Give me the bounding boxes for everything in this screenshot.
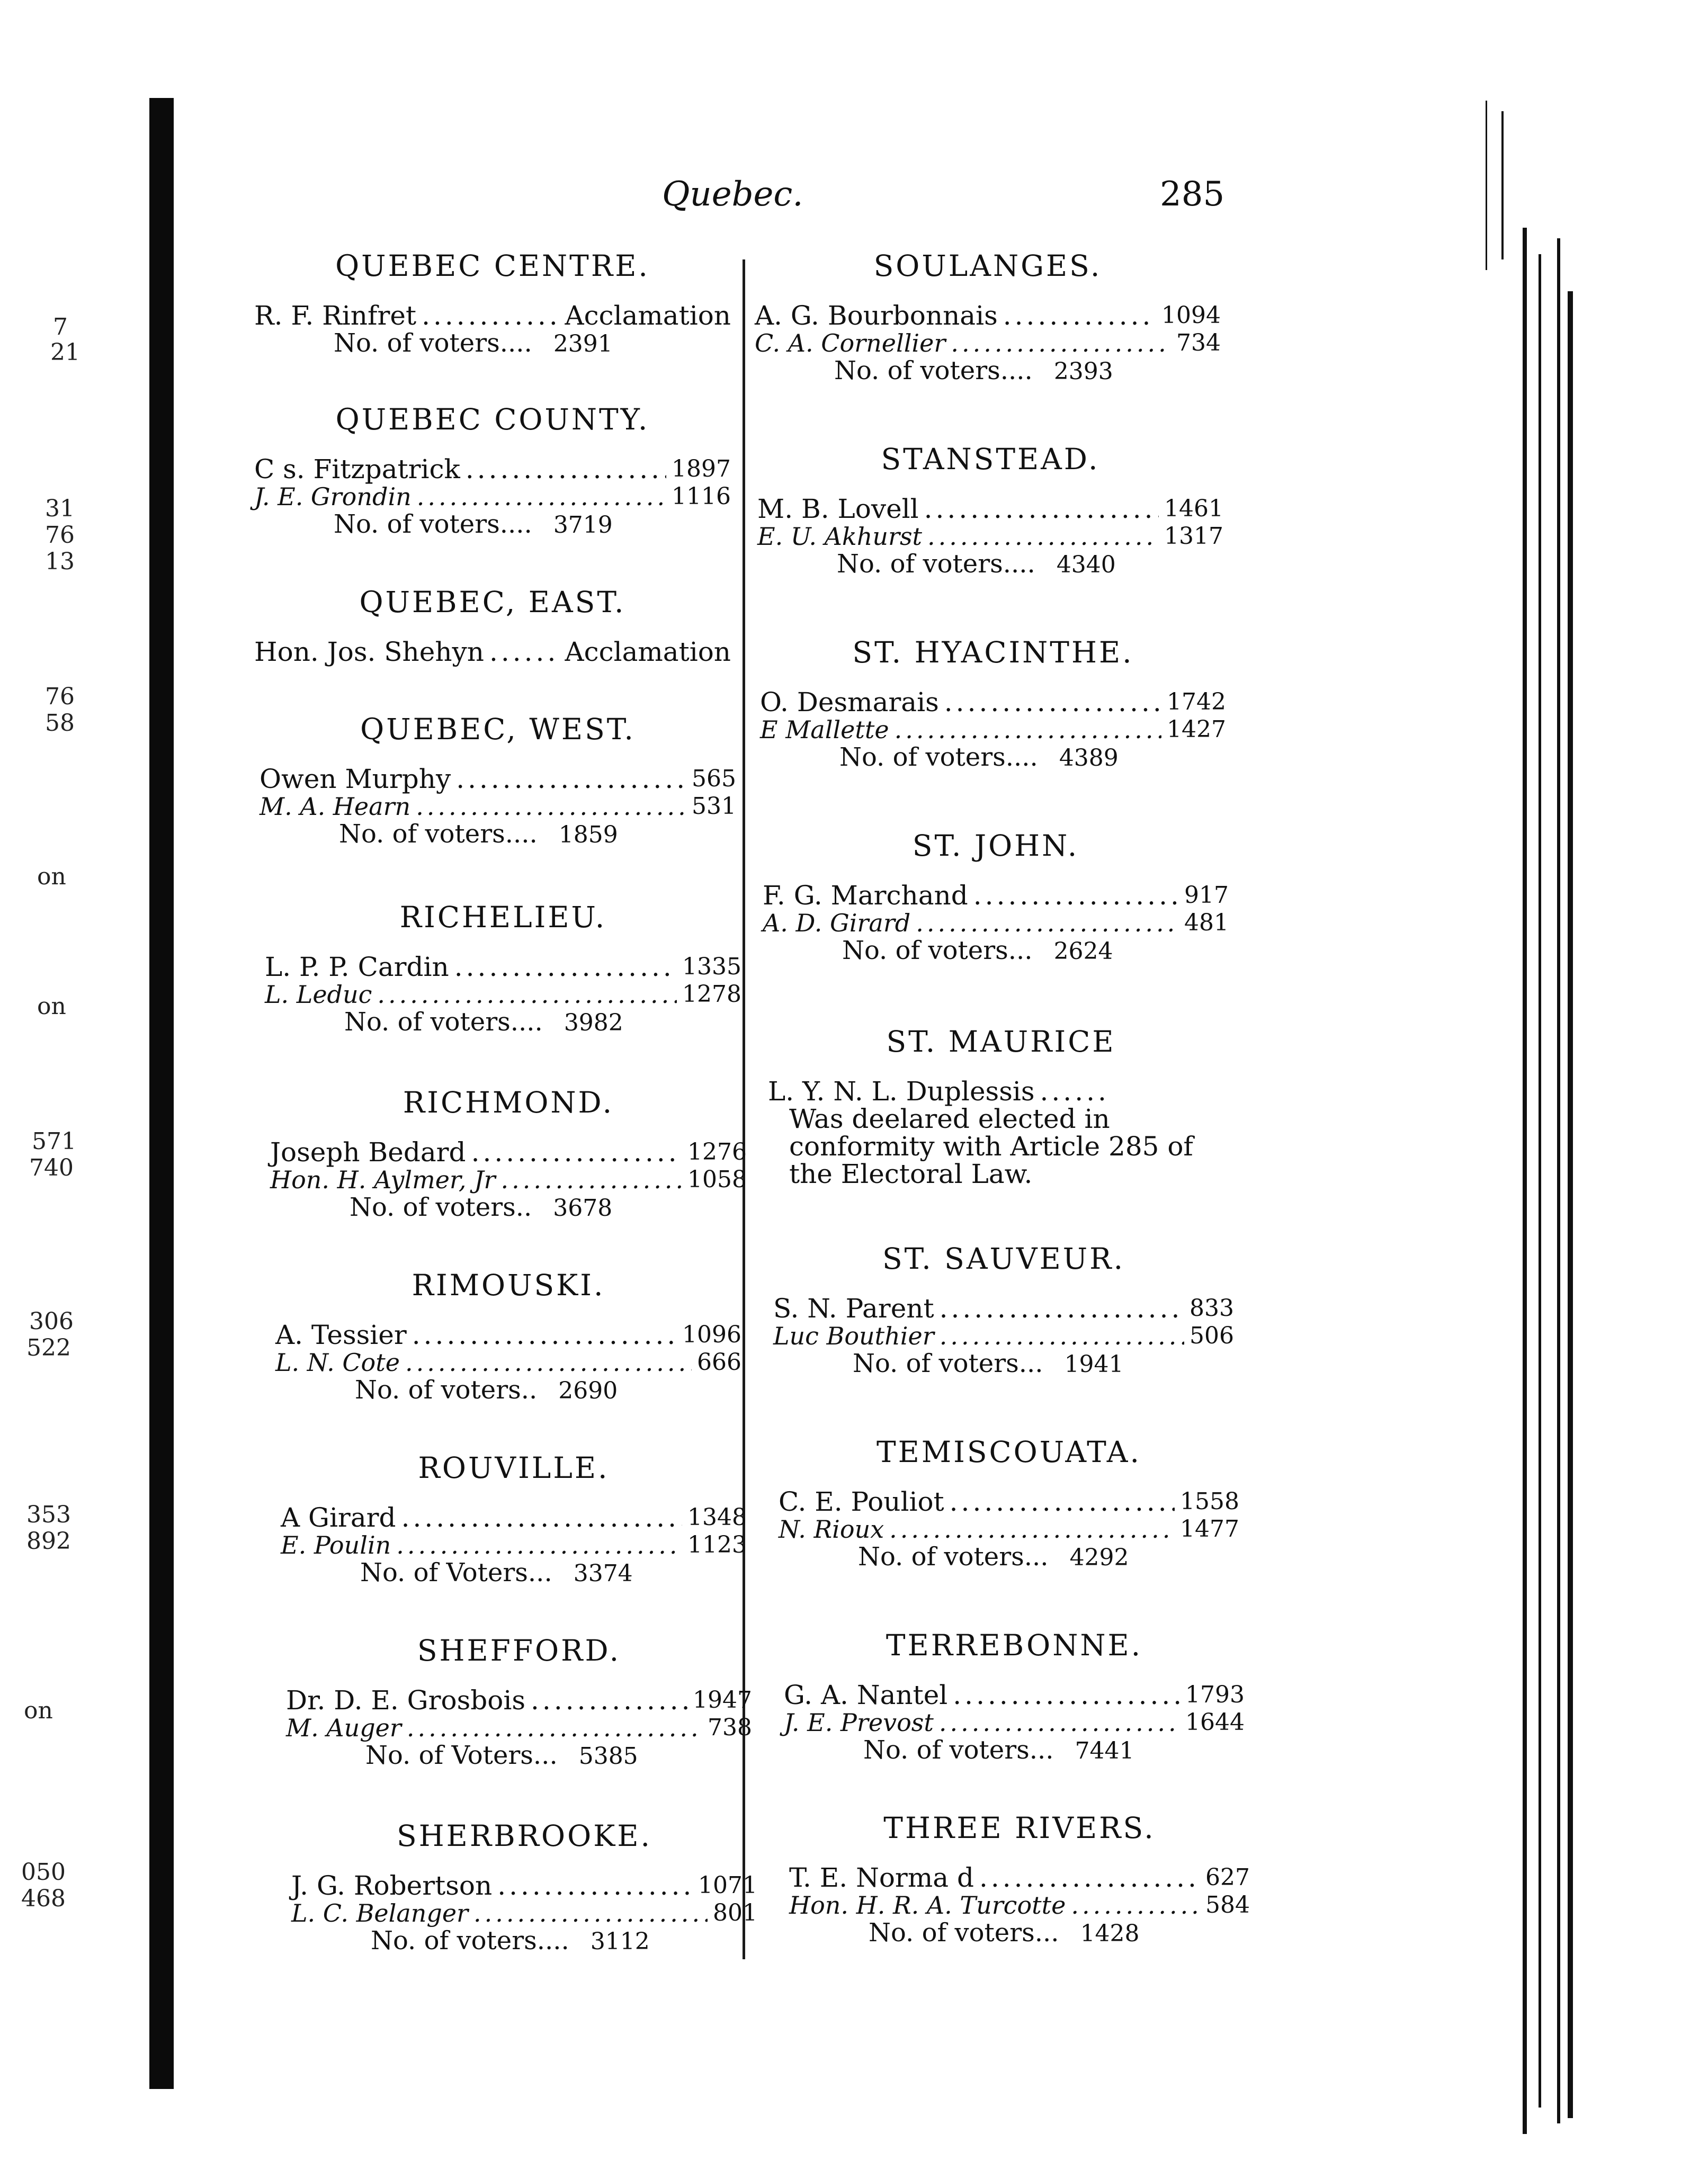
district-name: RICHELIEU. — [399, 900, 607, 934]
voters-label: No. of voters.. — [350, 1192, 532, 1222]
winner-votes: 1335 — [682, 953, 741, 980]
leader-dots — [953, 1681, 1180, 1709]
margin-fragment: 76 — [45, 522, 75, 549]
voters-row — [265, 1008, 741, 1037]
loser-votes: 1644 — [1185, 1709, 1245, 1736]
loser-votes: 734 — [1176, 329, 1221, 356]
winner-name: A Girard — [281, 1502, 396, 1533]
district-soulanges — [755, 249, 1221, 385]
leader-dots — [1003, 302, 1156, 329]
district-name: QUEBEC COUNTY. — [335, 402, 650, 436]
loser-votes: 1116 — [672, 483, 731, 510]
district-rimouski — [275, 1268, 741, 1405]
winner-row — [260, 765, 736, 793]
winner-name: F. G. Marchand — [763, 880, 968, 911]
voters-count: 4389 — [1059, 745, 1119, 772]
district-rouville — [281, 1451, 747, 1588]
leader-dots — [940, 1322, 1184, 1350]
voters-label: No. of voters... — [853, 1349, 1043, 1378]
leader-dots — [412, 1321, 677, 1349]
district-name: TERREBONNE. — [886, 1628, 1143, 1662]
loser-row — [275, 1349, 741, 1376]
loser-row — [265, 981, 741, 1008]
voters-row — [275, 1376, 741, 1405]
winner-name: M. B. Lovell — [757, 494, 919, 524]
district-richmond — [270, 1086, 747, 1222]
winner-name: C. E. Pouliot — [779, 1486, 944, 1517]
voters-row — [286, 1742, 752, 1770]
margin-fragment: 58 — [45, 710, 75, 737]
voters-label: No. of voters.... — [839, 742, 1038, 772]
leader-dots — [939, 1709, 1180, 1736]
loser-votes: 1058 — [687, 1166, 747, 1193]
winner-name: Joseph Bedard — [270, 1137, 466, 1168]
winner-votes: 1793 — [1185, 1681, 1245, 1708]
leader-dots — [401, 1504, 682, 1531]
margin-fragment: on — [37, 993, 66, 1020]
loser-name: M. Auger — [286, 1714, 401, 1742]
winner-row — [265, 953, 741, 981]
winner-name: Hon. Jos. Shehyn — [254, 636, 484, 667]
voters-row — [254, 510, 731, 539]
district-quebec-east — [254, 585, 731, 666]
winner-votes: 1461 — [1164, 495, 1223, 522]
loser-votes: 584 — [1205, 1891, 1250, 1918]
loser-name: A. D. Girard — [763, 909, 911, 937]
district-quebec-west — [260, 712, 736, 849]
district-stanstead — [757, 442, 1223, 579]
winner-row — [254, 638, 731, 666]
voters-label: No. of voters.... — [834, 356, 1033, 385]
voters-label: No. of voters... — [863, 1735, 1054, 1765]
leader-dots — [422, 302, 559, 329]
winner-row — [773, 1295, 1234, 1322]
winner-row — [270, 1138, 747, 1166]
winner-row — [757, 495, 1223, 523]
leader-dots — [927, 523, 1159, 550]
district-name: ST. JOHN. — [912, 829, 1079, 863]
leader-dots — [405, 1349, 692, 1376]
binding-shadow — [149, 98, 174, 2089]
district-st-sauveur — [773, 1242, 1234, 1378]
margin-fragment: 892 — [26, 1528, 71, 1555]
winner-row — [789, 1864, 1250, 1891]
loser-votes: 531 — [692, 793, 736, 820]
voters-count: 4292 — [1069, 1544, 1129, 1571]
loser-name: E Mallette — [760, 715, 889, 744]
district-name: QUEBEC CENTRE. — [335, 249, 650, 283]
winner-name: G. A. Nantel — [784, 1680, 948, 1710]
voters-row — [757, 550, 1223, 579]
district-st-john — [763, 829, 1229, 965]
voters-count: 3112 — [590, 1928, 650, 1955]
district-richelieu — [265, 900, 741, 1037]
winner-name: A. Tessier — [275, 1320, 407, 1350]
winner-name: S. N. Parent — [773, 1293, 934, 1324]
district-name: ST. HYACINTHE. — [852, 635, 1134, 669]
voters-count: 7441 — [1075, 1737, 1134, 1764]
voters-row — [789, 1919, 1250, 1948]
loser-name: E. Poulin — [281, 1531, 391, 1559]
voters-count: 4340 — [1056, 551, 1116, 578]
voters-row — [763, 937, 1229, 965]
district-name: QUEBEC, EAST. — [359, 585, 626, 619]
loser-votes: 506 — [1190, 1322, 1234, 1349]
voters-count: 3374 — [573, 1560, 633, 1587]
loser-name: E. U. Akhurst — [757, 522, 923, 551]
voters-count: 1428 — [1080, 1920, 1140, 1947]
loser-row — [260, 793, 736, 820]
loser-row — [281, 1531, 747, 1559]
voters-count: 2391 — [553, 330, 613, 357]
winner-row — [784, 1681, 1245, 1709]
margin-fragment: 76 — [45, 683, 75, 710]
loser-votes: 666 — [697, 1349, 741, 1376]
leader-dots — [944, 688, 1161, 716]
loser-votes: 481 — [1184, 909, 1229, 936]
loser-votes: 1278 — [682, 981, 741, 1008]
loser-name: L. C. Belanger — [291, 1899, 469, 1927]
winner-name: T. E. Norma d — [789, 1862, 974, 1893]
voters-label: No. of voters... — [869, 1918, 1059, 1948]
loser-votes: 1123 — [687, 1531, 747, 1558]
margin-fragment: on — [24, 1697, 53, 1724]
leader-dots — [973, 882, 1179, 909]
voters-count: 2393 — [1053, 358, 1113, 385]
loser-name: Luc Bouthier — [773, 1322, 934, 1350]
winner-votes: 1096 — [682, 1321, 741, 1348]
winner-row — [275, 1321, 741, 1349]
voters-row — [291, 1927, 757, 1956]
voters-label: No. of voters.... — [334, 328, 532, 358]
leader-dots — [531, 1687, 687, 1714]
voters-count: 3678 — [553, 1195, 613, 1222]
leader-dots — [1071, 1891, 1200, 1919]
voters-count: 3982 — [564, 1009, 623, 1036]
leader-dots — [940, 1295, 1184, 1322]
leader-dots — [407, 1714, 702, 1742]
loser-name: L. Leduc — [265, 980, 372, 1009]
loser-row — [773, 1322, 1234, 1350]
winner-name: C s. Fitzpatrick — [254, 454, 460, 485]
district-quebec-centre — [254, 249, 731, 358]
winner-row — [281, 1504, 747, 1531]
district-temiscouata — [779, 1435, 1239, 1572]
voters-row — [281, 1559, 747, 1588]
district-three-rivers — [789, 1811, 1250, 1948]
voters-label: No. of Voters... — [360, 1558, 552, 1588]
winner-row — [254, 302, 731, 329]
voters-count: 1859 — [558, 821, 618, 848]
winner-votes: 1947 — [693, 1687, 752, 1714]
voters-row — [773, 1350, 1234, 1378]
leader-dots — [501, 1166, 682, 1194]
margin-fragment: 050 — [21, 1859, 66, 1886]
margin-fragment: 21 — [50, 339, 80, 366]
winner-votes: 833 — [1190, 1295, 1234, 1322]
district-quebec-county — [254, 402, 731, 539]
loser-row — [755, 329, 1221, 357]
leader-dots — [951, 329, 1171, 357]
winner-row — [760, 688, 1226, 716]
loser-name: C. A. Cornellier — [755, 329, 946, 357]
voters-count: 1941 — [1064, 1351, 1124, 1378]
winner-votes: Acclamation — [565, 300, 731, 331]
winner-votes: 1348 — [687, 1504, 747, 1531]
page-number: 285 — [1160, 175, 1225, 214]
winner-name: Owen Murphy — [260, 764, 451, 794]
loser-row — [291, 1899, 757, 1927]
district-st-maurice — [768, 1025, 1234, 1188]
voters-count: 3719 — [553, 512, 613, 539]
district-terrebonne — [784, 1628, 1245, 1765]
winner-name: L. P. P. Cardin — [265, 952, 449, 982]
loser-row — [779, 1516, 1239, 1543]
district-name: SHEFFORD. — [417, 1634, 621, 1667]
voters-label: No. of voters.... — [371, 1926, 569, 1956]
winner-row — [763, 882, 1229, 909]
loser-votes: 1427 — [1167, 716, 1226, 743]
adjacent-page-edge — [1470, 79, 1581, 2076]
district-name: QUEBEC, WEST. — [360, 712, 636, 746]
winner-row — [286, 1687, 752, 1714]
loser-row — [286, 1714, 752, 1742]
loser-votes: 738 — [708, 1714, 752, 1741]
leader-dots — [416, 793, 686, 820]
leader-dots — [466, 455, 666, 483]
margin-fragment: 31 — [45, 495, 75, 522]
leader-dots — [979, 1864, 1200, 1891]
district-name: SOULANGES. — [873, 249, 1102, 283]
margin-fragment: on — [37, 863, 66, 890]
leader-dots — [456, 765, 686, 793]
winner-name: L. Y. N. L. Duplessis — [768, 1076, 1035, 1107]
loser-votes: 1317 — [1164, 523, 1223, 550]
winner-row — [779, 1488, 1239, 1516]
loser-votes: 801 — [713, 1899, 757, 1926]
loser-name: L. N. Cote — [275, 1348, 400, 1377]
margin-fragment: 522 — [26, 1334, 71, 1361]
voters-label: No. of voters.. — [355, 1375, 538, 1405]
winner-votes: 1094 — [1161, 302, 1221, 329]
winner-votes: 1742 — [1167, 688, 1226, 715]
district-name: ST. SAUVEUR. — [882, 1242, 1125, 1276]
loser-row — [757, 523, 1223, 550]
winner-name: Dr. D. E. Grosbois — [286, 1685, 526, 1716]
voters-label: No. of voters.... — [334, 509, 532, 539]
loser-name: N. Rioux — [779, 1515, 884, 1544]
winner-votes: 627 — [1205, 1864, 1250, 1891]
leader-dots — [950, 1488, 1175, 1516]
leader-dots — [473, 1899, 708, 1927]
leader-dots: ...... — [1040, 1076, 1110, 1107]
margin-fragment: 740 — [29, 1154, 74, 1181]
leader-dots — [916, 909, 1179, 937]
voters-label: No. of voters.... — [344, 1007, 543, 1037]
leader-dots — [895, 716, 1161, 743]
leader-dots — [377, 981, 677, 1008]
district-name: RICHMOND. — [403, 1086, 614, 1119]
district-name: RIMOUSKI. — [412, 1268, 605, 1302]
winner-row — [768, 1078, 1234, 1105]
winner-name: A. G. Bourbonnais — [755, 300, 998, 331]
voters-label: No. of Voters... — [365, 1741, 558, 1770]
margin-fragment: 306 — [29, 1308, 74, 1335]
margin-fragment: 571 — [32, 1128, 76, 1155]
winner-votes: 565 — [692, 765, 736, 792]
voters-row — [755, 357, 1221, 385]
winner-row — [755, 302, 1221, 329]
loser-name: Hon. H. Aylmer, Jr — [270, 1165, 496, 1194]
loser-row — [270, 1166, 747, 1194]
voters-count: 2624 — [1053, 938, 1113, 965]
voters-label: No. of voters.... — [837, 549, 1035, 579]
district-name: STANSTEAD. — [881, 442, 1100, 476]
page-title: Quebec. — [662, 175, 803, 214]
leader-dots — [396, 1531, 682, 1559]
loser-row — [784, 1709, 1245, 1736]
loser-row — [760, 716, 1226, 743]
winner-row — [291, 1872, 757, 1899]
winner-votes: 917 — [1184, 882, 1229, 909]
winner-votes: 1276 — [687, 1138, 747, 1165]
voters-row — [760, 743, 1226, 772]
district-st-hyacinthe — [760, 635, 1226, 772]
district-sherbrooke — [291, 1819, 757, 1956]
margin-fragment: 13 — [45, 548, 75, 575]
leader-dots — [497, 1872, 693, 1899]
district-name: THREE RIVERS. — [883, 1811, 1156, 1845]
leader-dots — [471, 1138, 682, 1166]
voters-row — [784, 1736, 1245, 1765]
district-shefford — [286, 1634, 752, 1770]
winner-votes: 1071 — [698, 1872, 757, 1899]
winner-name: J. G. Robertson — [291, 1870, 493, 1901]
voters-label: No. of voters... — [858, 1542, 1049, 1572]
loser-row — [789, 1891, 1250, 1919]
leader-dots — [489, 638, 559, 666]
voters-row — [254, 329, 731, 358]
winner-name: R. F. Rinfret — [254, 300, 417, 331]
voters-row — [260, 820, 736, 849]
voters-row — [779, 1543, 1239, 1572]
voters-row — [270, 1194, 747, 1222]
voters-label: No. of voters... — [842, 936, 1033, 965]
district-name: ST. MAURICE — [886, 1025, 1116, 1059]
loser-name: J. E. Prevost — [784, 1708, 934, 1737]
margin-fragment: 468 — [21, 1885, 66, 1912]
district-name: SHERBROOKE. — [397, 1819, 652, 1853]
election-note: Was deelared elected in conformity with Article 285 of the Electoral Law. — [789, 1104, 1193, 1189]
leader-dots — [454, 953, 677, 981]
loser-row — [763, 909, 1229, 937]
winner-votes: 1897 — [672, 455, 731, 482]
margin-fragment: 353 — [26, 1501, 71, 1528]
winner-votes: 1558 — [1180, 1488, 1239, 1515]
leader-dots — [417, 483, 666, 510]
loser-name: J. E. Grondin — [254, 482, 412, 511]
loser-name: Hon. H. R. A. Turcotte — [789, 1891, 1066, 1920]
leader-dots — [889, 1516, 1175, 1543]
winner-votes: Acclamation — [565, 636, 731, 667]
loser-votes: 1477 — [1180, 1516, 1239, 1543]
district-name: ROUVILLE. — [418, 1451, 610, 1485]
voters-label: No. of voters.... — [339, 819, 538, 849]
loser-name: M. A. Hearn — [260, 792, 411, 821]
loser-row — [254, 483, 731, 510]
margin-fragment: 7 — [53, 313, 68, 340]
leader-dots — [924, 495, 1159, 523]
voters-count: 5385 — [578, 1743, 638, 1770]
winner-row — [254, 455, 731, 483]
winner-name: O. Desmarais — [760, 687, 939, 718]
voters-count: 2690 — [558, 1377, 618, 1404]
district-name: TEMISCOUATA. — [877, 1435, 1141, 1469]
